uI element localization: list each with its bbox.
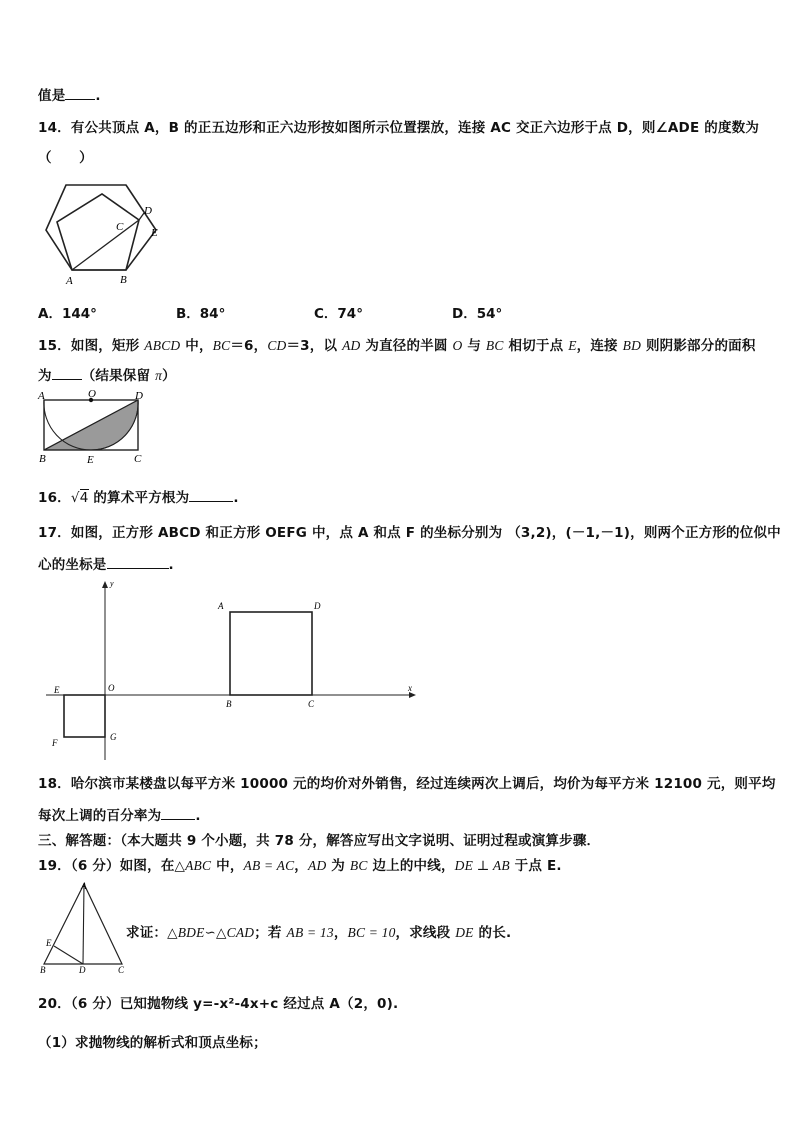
- label-o: O: [108, 683, 115, 693]
- q19-stem: 19．（6 分）如图，在△ABC 中，AB = AC，AD 为 BC 边上的中线，DE ⊥ AB 于点 E.: [38, 858, 562, 874]
- label-c: C: [308, 699, 315, 709]
- label-d: D: [144, 205, 152, 217]
- square-abcd: [230, 612, 312, 695]
- q15-stem-1: 15．如图，矩形 ABCD 中，BC＝6，CD＝3，以 AD 为直径的半圆 O 与 BC 相切于点 E，连接 BD 则阴影部分的面积: [38, 338, 756, 354]
- section-heading: 三、解答题：（本大题共 9 个小题，共 78 分，解答应写出文字说明、证明过程或演算步骤．: [38, 833, 601, 849]
- q19-figure: [38, 880, 130, 974]
- label-d: D: [79, 965, 86, 975]
- q18-stem-2: 每次上调的百分率为 .: [38, 808, 201, 824]
- answer-blank: [65, 87, 95, 100]
- label-e: E: [46, 938, 52, 948]
- q18-stem-1: 18．哈尔滨市某楼盘以每平方米 10000 元的均价对外销售，经过连续两次上调后，均价为每平方米 12100 元，则平均: [38, 776, 776, 792]
- q14-bracket: （ ）: [38, 150, 93, 166]
- q14-stem: 14．有公共顶点 A，B 的正五边形和正六边形按如图所示位置摆放，连接 AC 交正六边形于点 D，则∠ADE 的度数为: [38, 120, 760, 136]
- q17-figure: [40, 578, 420, 762]
- q20-stem: 20．（6 分）已知抛物线 y=-x²-4x+c 经过点 A（2，0).: [38, 996, 399, 1012]
- label-c: C: [118, 965, 125, 975]
- label-b: B: [226, 699, 232, 709]
- answer-blank: [52, 367, 82, 380]
- q14-option-a[interactable]: A．144°: [38, 306, 97, 322]
- q19-proof-task: 求证：△BDE∽△CAD；若 AB = 13，BC = 10，求线段 DE 的长.: [126, 925, 512, 941]
- label-a: A: [218, 601, 224, 611]
- label-e: E: [87, 454, 94, 466]
- q15-figure: [36, 390, 146, 468]
- label-g: G: [110, 732, 117, 742]
- segment-de: [54, 946, 83, 964]
- label-o: O: [88, 388, 96, 400]
- label-c: C: [116, 221, 124, 233]
- label-a: A: [81, 881, 87, 891]
- answer-blank: [189, 489, 233, 502]
- label-c: C: [134, 453, 142, 465]
- q14-figure: [40, 180, 180, 288]
- sqrt-symbol: √: [70, 490, 80, 506]
- hexagon-shape: [46, 185, 156, 270]
- label-x: x: [408, 683, 412, 693]
- label-a: A: [66, 275, 73, 287]
- label-d: D: [314, 601, 321, 611]
- label-y: y: [110, 579, 114, 588]
- label-a: A: [38, 390, 45, 402]
- q16-stem: 16．√4 的算术平方根为 .: [38, 490, 239, 506]
- q20-subquestion-1: （1）求抛物线的解析式和顶点坐标；: [38, 1035, 267, 1051]
- q14-option-c[interactable]: C．74°: [314, 306, 363, 322]
- label-b: B: [120, 274, 127, 286]
- q14-option-d[interactable]: D．54°: [452, 306, 503, 322]
- label-d: D: [135, 390, 143, 402]
- q13-tail: 值是 .: [38, 88, 101, 104]
- answer-blank: [107, 556, 169, 569]
- label-e: E: [151, 227, 158, 239]
- square-oefg: [64, 695, 105, 737]
- answer-blank: [161, 807, 195, 820]
- label-b: B: [39, 453, 46, 465]
- q15-stem-2: 为 （结果保留 π）: [38, 368, 176, 384]
- label-f: F: [52, 738, 58, 748]
- y-axis-arrow: [102, 581, 108, 588]
- q17-stem-2: 心的坐标是 .: [38, 557, 174, 573]
- segment-ac: [72, 220, 139, 270]
- q14-option-b[interactable]: B．84°: [176, 306, 226, 322]
- pentagon-shape: [57, 194, 139, 270]
- q17-stem-1: 17．如图，正方形 ABCD 和正方形 OEFG 中，点 A 和点 F 的坐标分别为 （3,2)，(－1,－1)，则两个正方形的位似中: [38, 525, 781, 541]
- segment-ad: [83, 884, 84, 964]
- label-b: B: [40, 965, 46, 975]
- label-e: E: [54, 685, 60, 695]
